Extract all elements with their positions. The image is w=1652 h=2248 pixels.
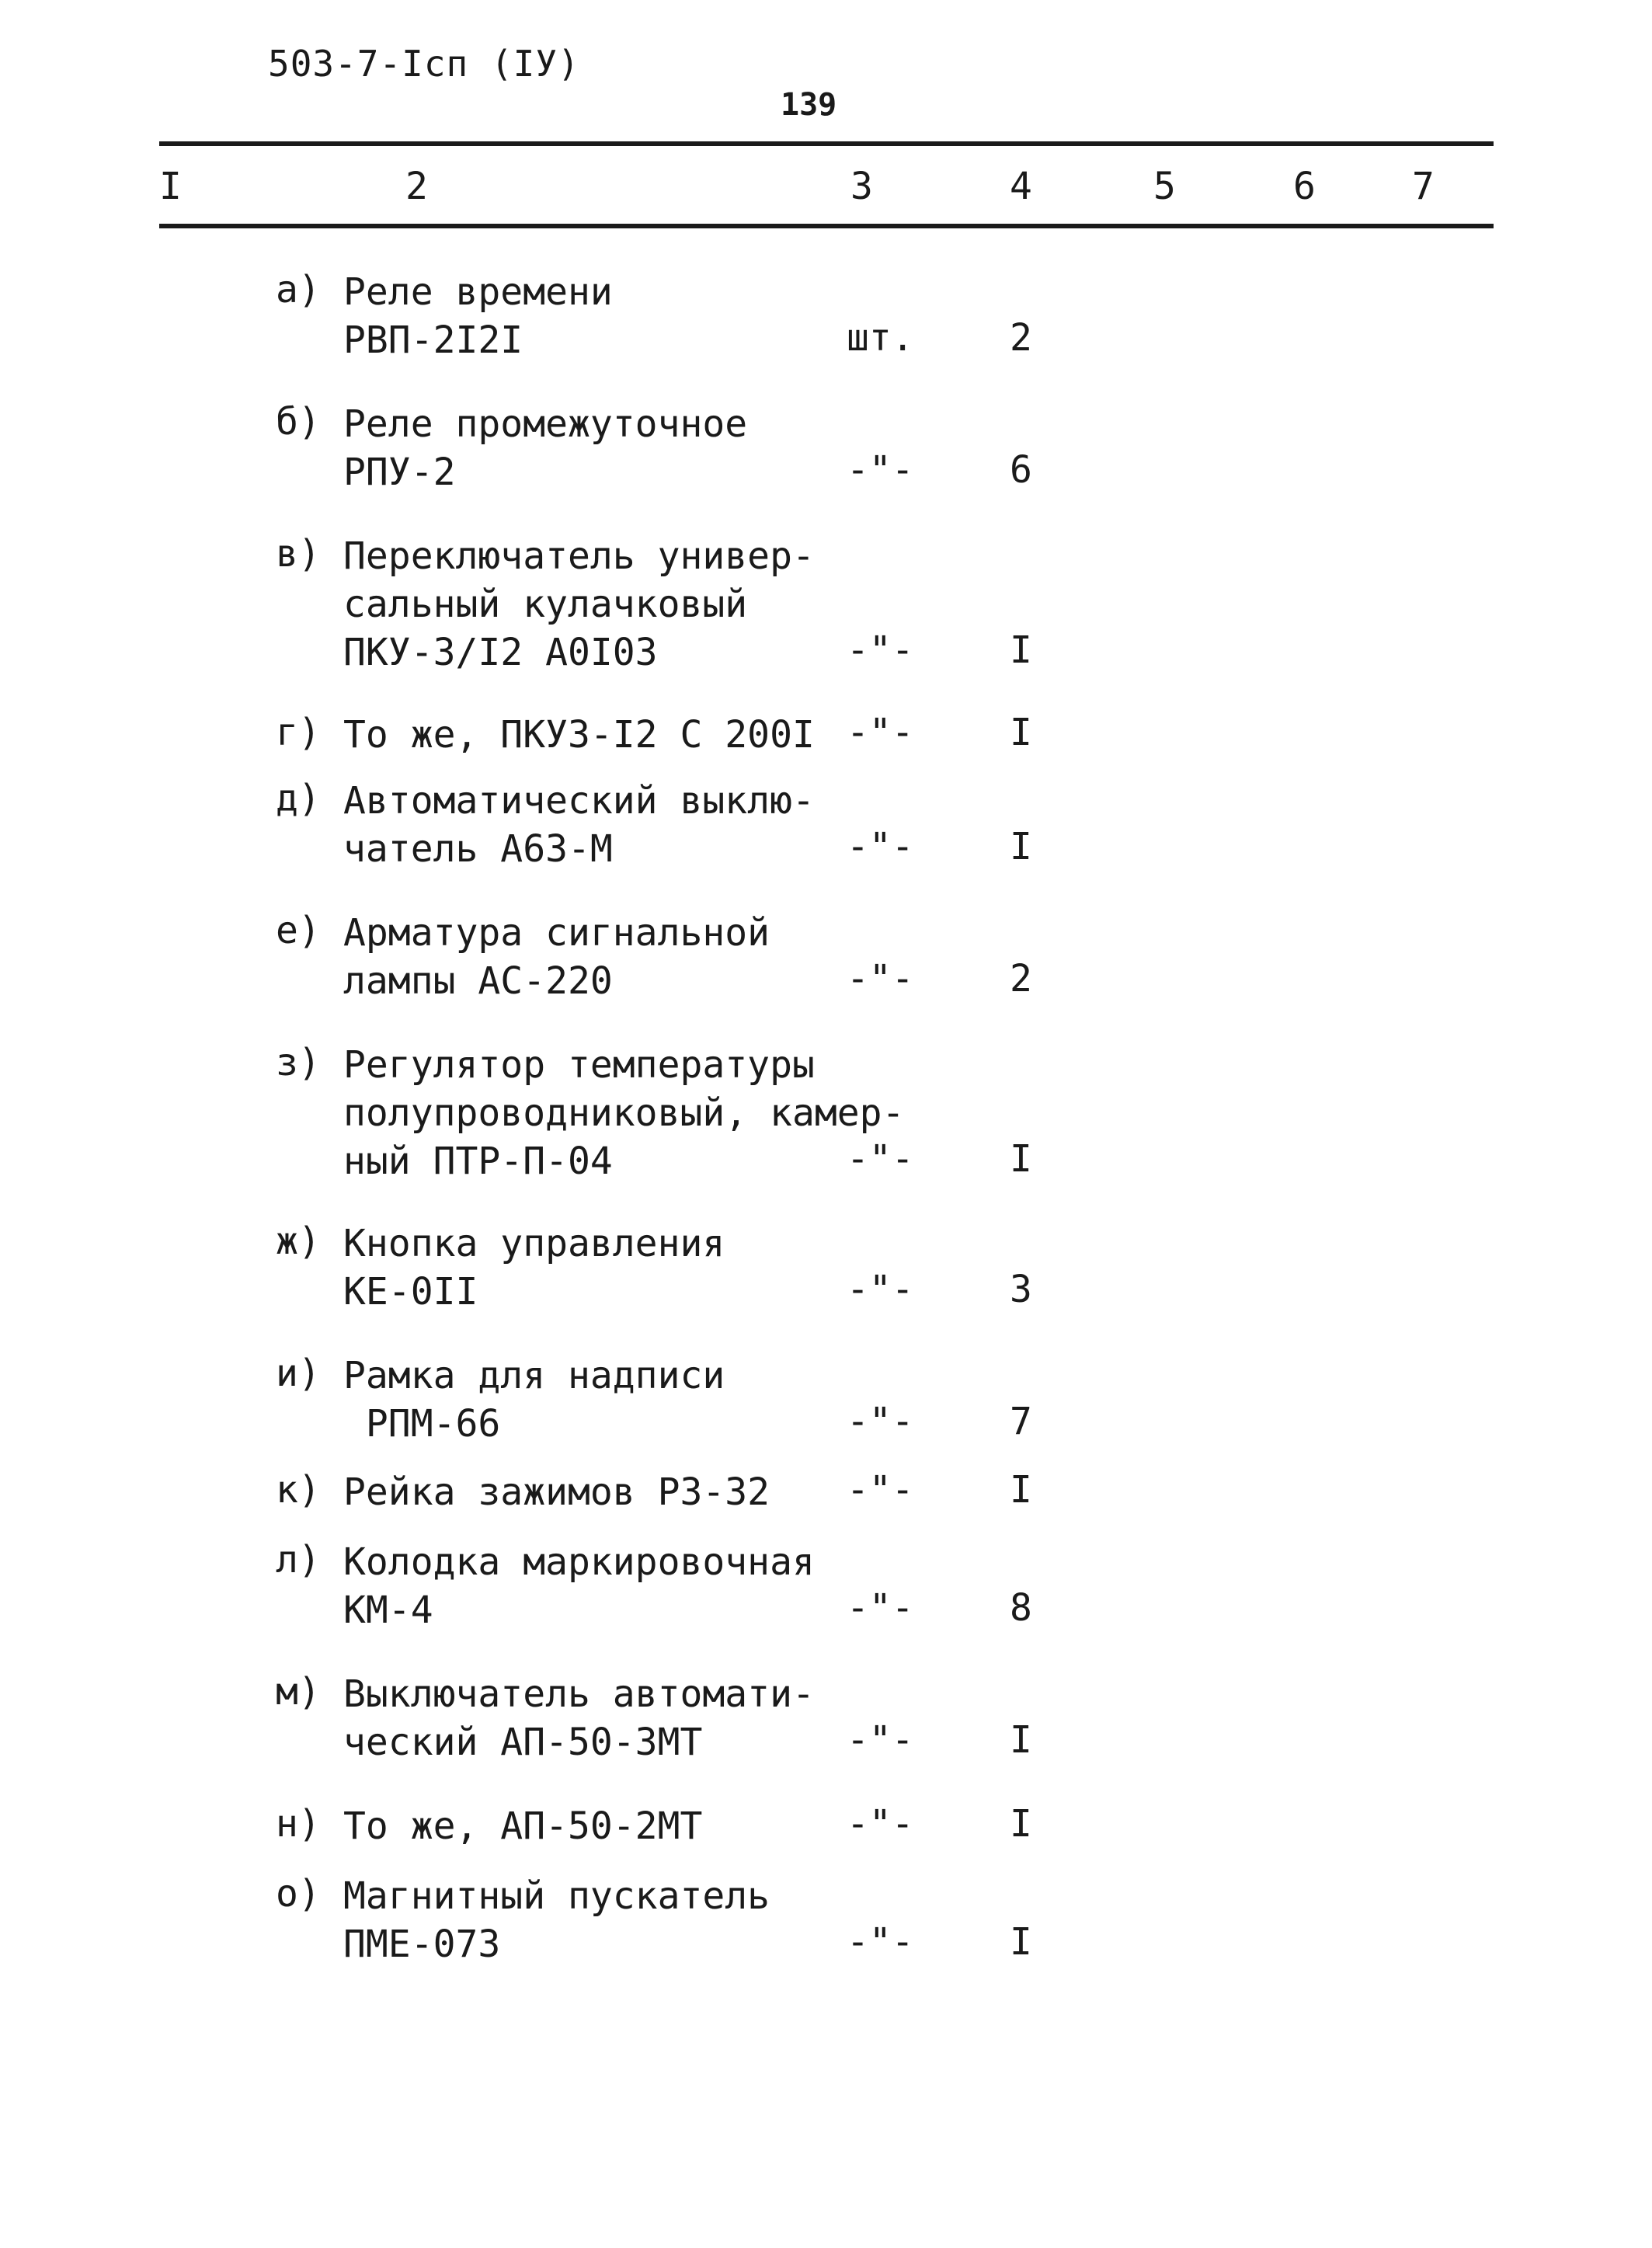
description-line: Реле времени [343,270,613,314]
description-line: РПУ-2 [343,451,456,494]
item-description [343,1538,815,1634]
item-quantity: 2 [1010,316,1032,360]
item-description [343,1872,770,1968]
description-line: Реле промежуточное [343,402,748,446]
item-quantity: 8 [1010,1586,1032,1630]
item-unit: -"- [847,1802,914,1846]
item-quantity: I [1010,1802,1032,1846]
item-unit: -"- [847,1468,914,1512]
description-line: То же, ПКУ3-I2 С 200I [343,713,815,757]
column-header-2: 2 [405,165,428,208]
item-quantity: I [1010,825,1032,868]
description-line: ПМЕ-073 [343,1923,501,1966]
table-header-rule [159,224,1494,228]
column-header-7: 7 [1412,165,1435,208]
item-unit: -"- [847,1920,914,1964]
item-description [343,909,770,1005]
item-description [343,400,747,496]
item-letter: з) [276,1041,321,1084]
description-line: Кнопка управления [343,1222,725,1265]
description-line: Арматура сигнальной [343,911,770,955]
item-letter: ж) [276,1220,321,1263]
description-line: Рейка зажимов Р3-32 [343,1470,770,1514]
item-unit: -"- [847,1268,914,1311]
description-line: полупроводниковый, камер- [343,1091,905,1135]
item-letter: и) [276,1352,321,1395]
item-quantity: 7 [1010,1400,1032,1443]
column-header-5: 5 [1153,165,1176,208]
description-line: ческий АП-50-3МТ [343,1721,703,1764]
item-quantity: 6 [1010,448,1032,492]
item-letter: л) [276,1538,321,1582]
description-line: Магнитный пускатель [343,1874,770,1918]
item-unit: -"- [847,448,914,492]
description-line: РПМ-66 [343,1402,501,1446]
item-unit: -"- [847,1400,914,1443]
item-unit: шт. [847,316,914,360]
description-line: лампы АС-220 [343,959,613,1003]
item-description [343,532,815,677]
item-letter: а) [276,268,321,311]
document-code: 503-7-Iсп (IУ) [268,43,580,85]
page-number: 139 [781,87,837,123]
item-unit: -"- [847,957,914,1000]
description-line: Регулятор температуры [343,1043,815,1087]
item-description [343,1352,725,1448]
description-line: ПКУ-3/I2 А0I03 [343,631,658,674]
item-quantity: I [1010,1137,1032,1181]
item-quantity: 3 [1010,1268,1032,1311]
item-letter: н) [276,1802,321,1846]
item-description [343,777,815,873]
item-quantity: I [1010,1920,1032,1964]
item-description [343,1802,702,1850]
description-line: Выключатель автомати- [343,1672,815,1716]
item-letter: д) [276,777,321,820]
description-line: Автоматический выклю- [343,779,815,823]
description-line: РВП-2I2I [343,318,523,362]
item-letter: к) [276,1468,321,1512]
item-unit: -"- [847,1586,914,1630]
description-line: Рамка для надписи [343,1354,725,1397]
description-line: Переключатель универ- [343,534,815,578]
column-header-1: I [159,165,182,208]
description-line: ный ПТР-П-04 [343,1140,613,1183]
item-quantity: I [1010,711,1032,754]
item-description [343,268,613,364]
column-header-6: 6 [1293,165,1316,208]
item-description [343,1220,725,1316]
item-unit: -"- [847,711,914,754]
item-quantity: I [1010,628,1032,672]
item-description [343,1041,904,1185]
item-letter: в) [276,532,321,576]
description-line: чатель А63-М [343,827,613,871]
item-quantity: I [1010,1468,1032,1512]
item-unit: -"- [847,1137,914,1181]
item-quantity: 2 [1010,957,1032,1000]
description-line: сальный кулачковый [343,583,748,626]
item-letter: м) [276,1670,321,1714]
description-line: КМ-4 [343,1589,433,1632]
column-header-4: 4 [1010,165,1032,208]
item-description [343,1468,770,1516]
item-quantity: I [1010,1718,1032,1762]
description-line: Колодка маркировочная [343,1540,815,1584]
description-line: То же, АП-50-2МТ [343,1804,703,1848]
item-unit: -"- [847,1718,914,1762]
item-unit: -"- [847,825,914,868]
item-description [343,1670,815,1766]
column-header-3: 3 [850,165,873,208]
item-letter: о) [276,1872,321,1916]
item-letter: г) [276,711,321,754]
table-top-rule [159,141,1494,146]
item-letter: б) [276,400,321,444]
description-line: КЕ-0II [343,1270,478,1314]
item-description [343,711,815,759]
item-letter: е) [276,909,321,952]
item-unit: -"- [847,628,914,672]
